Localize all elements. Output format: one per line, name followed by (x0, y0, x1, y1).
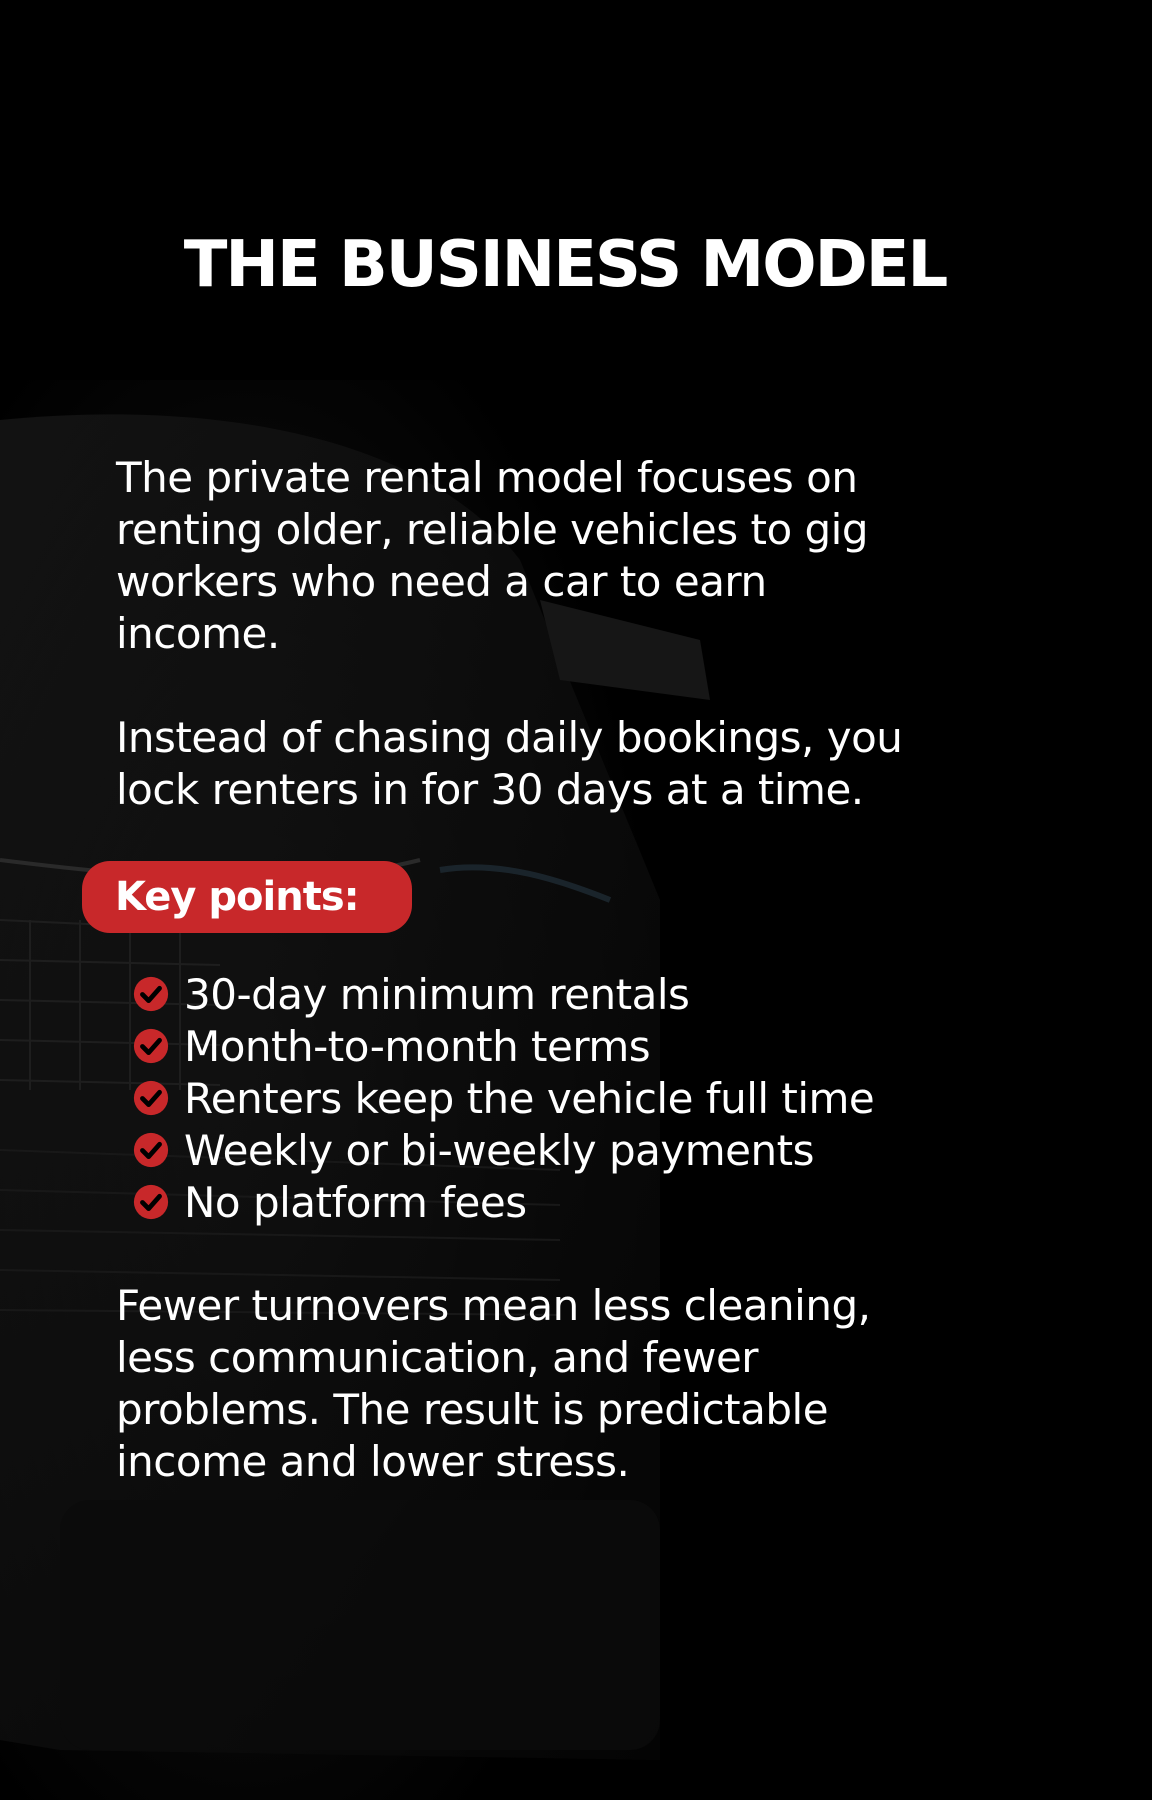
key-points-list (132, 968, 1032, 1228)
list-item-label: Month-to-month terms (184, 1021, 651, 1071)
list-item (132, 968, 1032, 1020)
list-item (132, 1124, 1032, 1176)
key-points-badge (82, 861, 412, 933)
check-circle-icon (132, 1131, 170, 1169)
check-circle-icon (132, 1183, 170, 1221)
check-circle-icon (132, 1079, 170, 1117)
list-item (132, 1020, 1032, 1072)
lockin-paragraph: Instead of chasing daily bookings, you lock renters in for 30 days at a time. (116, 713, 903, 814)
check-circle-icon (132, 1027, 170, 1065)
list-item-label: Weekly or bi-weekly payments (184, 1125, 814, 1175)
page-title: THE BUSINESS MODEL (183, 228, 947, 302)
list-item-label: Renters keep the vehicle full time (184, 1073, 875, 1123)
key-points-label: Key points: (115, 874, 359, 920)
list-item-label: No platform fees (184, 1177, 527, 1227)
check-circle-icon (132, 975, 170, 1013)
closing-paragraph: Fewer turnovers mean less cleaning, less communication, and fewer problems. The result is predictable income and lower stress. (116, 1281, 871, 1486)
list-item (132, 1176, 1032, 1228)
list-item-label: 30-day minimum rentals (184, 969, 690, 1019)
list-item (132, 1072, 1032, 1124)
intro-paragraph: The private rental model focuses on renting older, reliable vehicles to gig workers who need a car to earn income. (116, 453, 869, 658)
